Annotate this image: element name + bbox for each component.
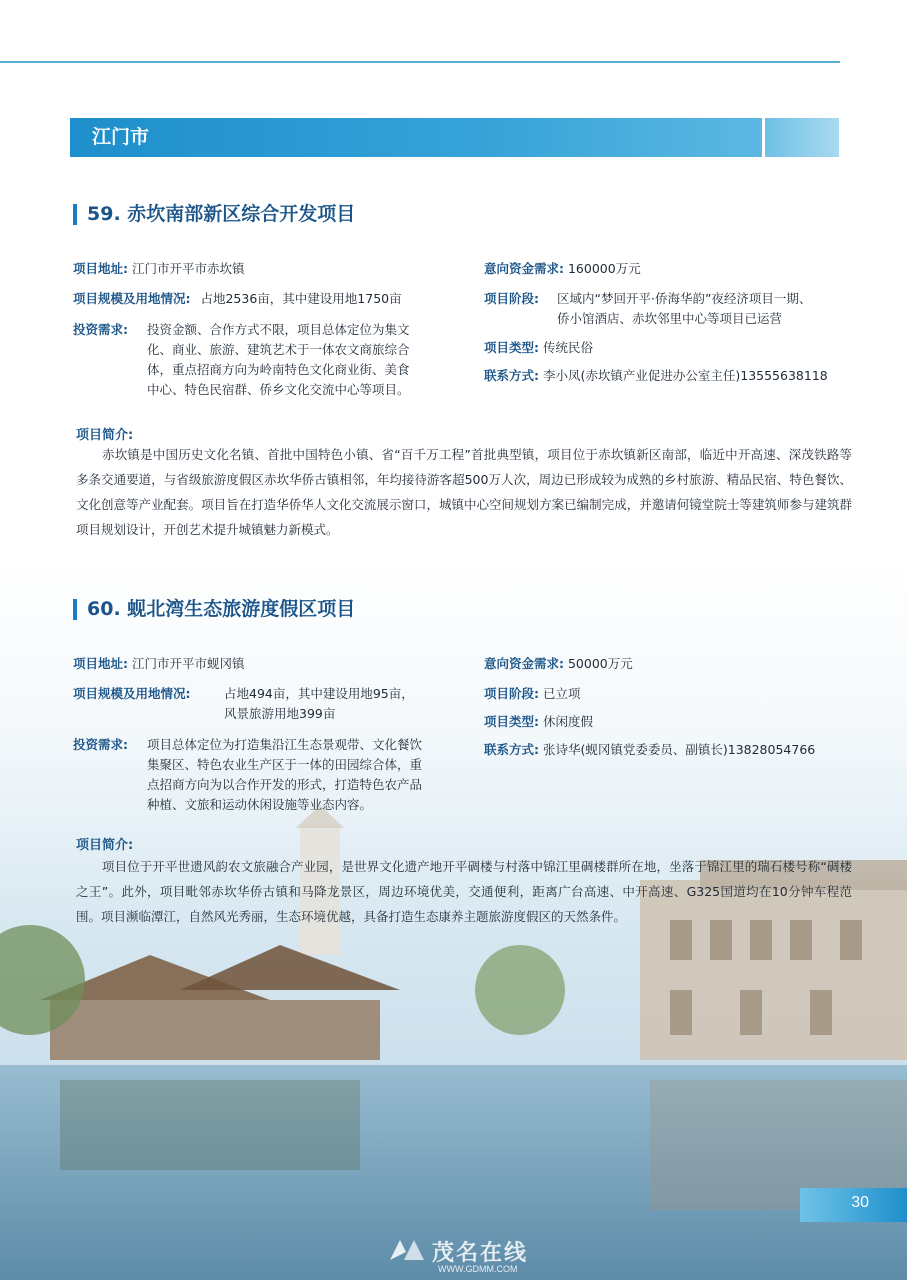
project-59-contact: 联系方式: 李小凤(赤坎镇产业促进办公室主任)13555638118 [484,368,828,383]
city-header-band-accent [765,118,839,157]
city-header-band [70,118,762,157]
project-60-address: 项目地址: 江门市开平市蚬冈镇 [73,656,245,671]
project-60-type: 项目类型: 休闲度假 [484,714,593,729]
project-60-scale: 占地494亩，其中建设用地95亩， 风景旅游用地399亩 [224,686,414,721]
project-60-scale-label: 项目规模及用地情况: [73,686,191,701]
project-60-stage: 项目阶段: 已立项 [484,686,581,701]
project-60-funding: 意向资金需求: 50000万元 [484,656,633,671]
top-rule [0,61,840,63]
project-60-invest-label: 投资需求: [73,737,128,752]
project-60-intro: 项目位于开平世遗风韵农文旅融合产业园，是世界文化遗产地开平碉楼与村落中锦江里碉楼群所在地，坐落于锦江里的瑞石楼号称“碉楼之王”。此外，项目毗邻赤坎华侨古镇和马降龙景区，周边环境优美，交通便利，距离广台高速、中开高速、G325国道均在10分钟车程范围。项目濒临潭江，自然风光秀丽，生态环境优越，具备打造生态康养主题旅游度假区的天然条件。 [76,859,852,924]
project-59-type: 项目类型: 传统民俗 [484,340,593,355]
project-59-title: 59. 赤坎南部新区综合开发项目 [73,200,355,228]
project-59-intro: 赤坎镇是中国历史文化名镇、首批中国特色小镇、省“百千万工程”首批典型镇，项目位于赤坎镇新区南部，临近中开高速、深茂铁路等多条交通要道，与省级旅游度假区赤坎华侨古镇相邻，年均接待游客超500万人次，周边已形成较为成熟的乡村旅游、精品民宿、特色餐饮、文化创意等产业配套。项目旨在打造华侨华人文化交流展示窗口，城镇中心空间规划方案已编制完成，并邀请何镜堂院士等建筑师参与建筑群项目规划设计，开创艺术提升城镇魅力新模式。 [76,447,852,537]
city-title: 江门市 [92,126,150,148]
watermark-url: WWW.GDMM.COM [438,1264,518,1274]
project-59-stage: 区域内“梦回开平·侨海华韵”夜经济项目一期、 侨小馆酒店、赤坎邻里中心等项目已运营 [557,291,812,326]
project-60-contact: 联系方式: 张诗华(蚬冈镇党委委员、副镇长)13828054766 [484,742,816,757]
project-59-intro-label: 项目简介: [76,428,134,443]
page-number: 30 [851,1194,869,1211]
page-number-tab [800,1188,907,1222]
project-59-invest: 投资金额、合作方式不限，项目总体定位为集文 化、商业、旅游、建筑艺术于一体农文商旅综合 体，重点招商方向为岭南特色文化商业街、美食 中心、特色民宿群、侨乡文化交流中心等项目。 [147,322,410,397]
project-59-scale: 项目规模及用地情况: 占地2536亩，其中建设用地1750亩 [73,291,402,306]
watermark-text: 茂名在线 [432,1241,529,1266]
project-60-intro-label: 项目简介: [76,838,134,853]
project-60-invest: 项目总体定位为打造集沿江生态景观带、文化餐饮 集聚区、特色农业生产区于一体的田园综合体，重 点招商方向为以合作开发的形式，打造特色农产品 种植、文旅和运动休闲设施等业态内容。 [147,737,423,812]
project-59-funding: 意向资金需求: 160000万元 [484,261,641,276]
project-59-invest-label: 投资需求: [73,322,128,337]
watermark-logo-icon [388,1238,426,1262]
project-59-address: 项目地址: 江门市开平市赤坎镇 [73,261,245,276]
project-59-stage-label: 项目阶段: [484,291,539,306]
project-60-title: 60. 蚬北湾生态旅游度假区项目 [73,595,355,623]
